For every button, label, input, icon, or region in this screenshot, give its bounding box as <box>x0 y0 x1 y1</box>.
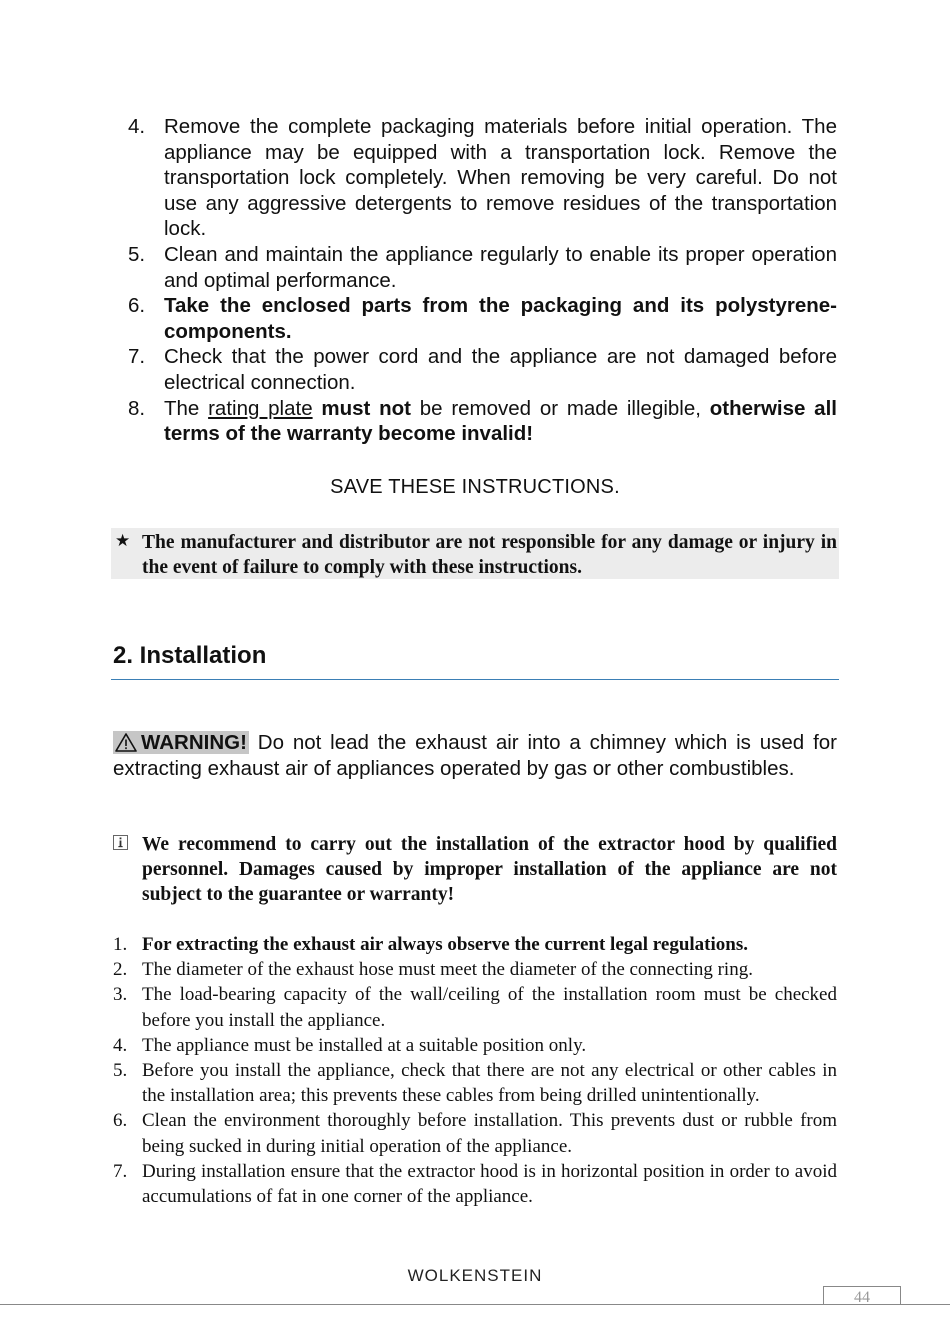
text-run: be removed or made illegible, <box>410 396 710 420</box>
list-item <box>113 1159 837 1209</box>
list-item <box>113 957 837 982</box>
warranty-emphasis: otherwise all terms of the warranty become invalid! <box>164 396 837 446</box>
item-text: Take the enclosed parts from the packaging and its polystyrene-components. <box>164 294 837 343</box>
section-heading: 2. Installation <box>113 642 267 669</box>
list-item <box>113 982 837 1032</box>
item-text: Before you install the appliance, check that there are not any electrical or other cables in the installation area; this prevents these cables from being drilled unintentionally. <box>142 1060 837 1107</box>
item-number: 8. <box>128 396 146 420</box>
item-number: 6. <box>113 1110 128 1132</box>
item-text: For extracting the exhaust air always observe the current legal regulations. <box>142 934 748 955</box>
item-number: 5. <box>128 242 146 266</box>
installation-list <box>113 932 837 1209</box>
info-icon <box>113 835 128 850</box>
footer-rule <box>0 1304 950 1305</box>
item-number: 4. <box>128 115 146 138</box>
item-text: Remove the complete packaging materials before initial operation. The appliance may be equipped with a transportation lock. Remove the transportation lock completely. When removing be very careful. Do not use any aggressive detergents to remove residues of the transportation lock. <box>164 115 837 241</box>
list-item <box>113 1058 837 1108</box>
warning-paragraph <box>113 730 837 781</box>
brand-logo: WOLKENSTEIN <box>407 1266 543 1285</box>
manufacturer-note: The manufacturer and distributor are not responsible for any damage or injury in the event of failure to comply with these instructions. <box>142 532 837 578</box>
list-item <box>113 1108 837 1158</box>
page-number: 44 <box>854 1289 870 1306</box>
list-item <box>128 396 837 447</box>
item-text: Check that the power cord and the appliance are not damaged before electrical connection. <box>164 345 837 394</box>
top-list <box>128 114 837 447</box>
save-instructions: SAVE THESE INSTRUCTIONS. <box>330 476 620 498</box>
warning-label: WARNING! <box>141 731 247 754</box>
item-text: The diameter of the exhaust hose must meet the diameter of the connecting ring. <box>142 959 753 981</box>
warning-triangle-icon <box>115 733 137 752</box>
item-text: The load-bearing capacity of the wall/ceiling of the installation room must be checked before you install the appliance. <box>142 984 837 1031</box>
item-number: 5. <box>113 1060 128 1082</box>
item-number: 7. <box>128 345 146 369</box>
list-item <box>113 932 837 957</box>
item-number: 6. <box>128 294 146 318</box>
list-item <box>128 293 837 344</box>
info-recommendation: We recommend to carry out the installation of the extractor hood by qualified personnel. Damages caused by improper installation of the appliance are not subject to the guarantee or warranty! <box>142 834 837 905</box>
text-run: The <box>164 396 209 420</box>
item-text: Clean and maintain the appliance regularly to enable its proper operation and optimal performance. <box>164 242 837 292</box>
list-item <box>128 344 837 395</box>
item-number: 7. <box>113 1160 128 1182</box>
heading-underline <box>111 679 839 680</box>
item-text: Clean the environment thoroughly before installation. This prevents dust or rubble from being sucked in during initial operation of the appliance. <box>142 1110 837 1157</box>
item-number: 2. <box>113 959 128 981</box>
item-text: During installation ensure that the extractor hood is in horizontal position in order to avoid accumulations of fat in one corner of the appliance. <box>142 1160 837 1208</box>
item-text <box>164 396 837 447</box>
list-item <box>113 1033 837 1058</box>
list-item <box>128 242 837 293</box>
item-number: 3. <box>113 984 128 1006</box>
star-icon: ★ <box>115 531 131 550</box>
item-number: 4. <box>113 1034 128 1056</box>
must-not-emphasis: must not <box>321 396 411 420</box>
list-item <box>128 114 837 242</box>
warning-text: Do not lead the exhaust air into a chimney which is used for extracting exhaust air of appliances operated by gas or other combustibles. <box>113 731 837 780</box>
warning-label-box <box>113 731 249 754</box>
rating-plate-term: rating plate <box>208 396 313 420</box>
item-number: 1. <box>113 934 128 955</box>
item-text: The appliance must be installed at a suitable position only. <box>142 1034 587 1056</box>
